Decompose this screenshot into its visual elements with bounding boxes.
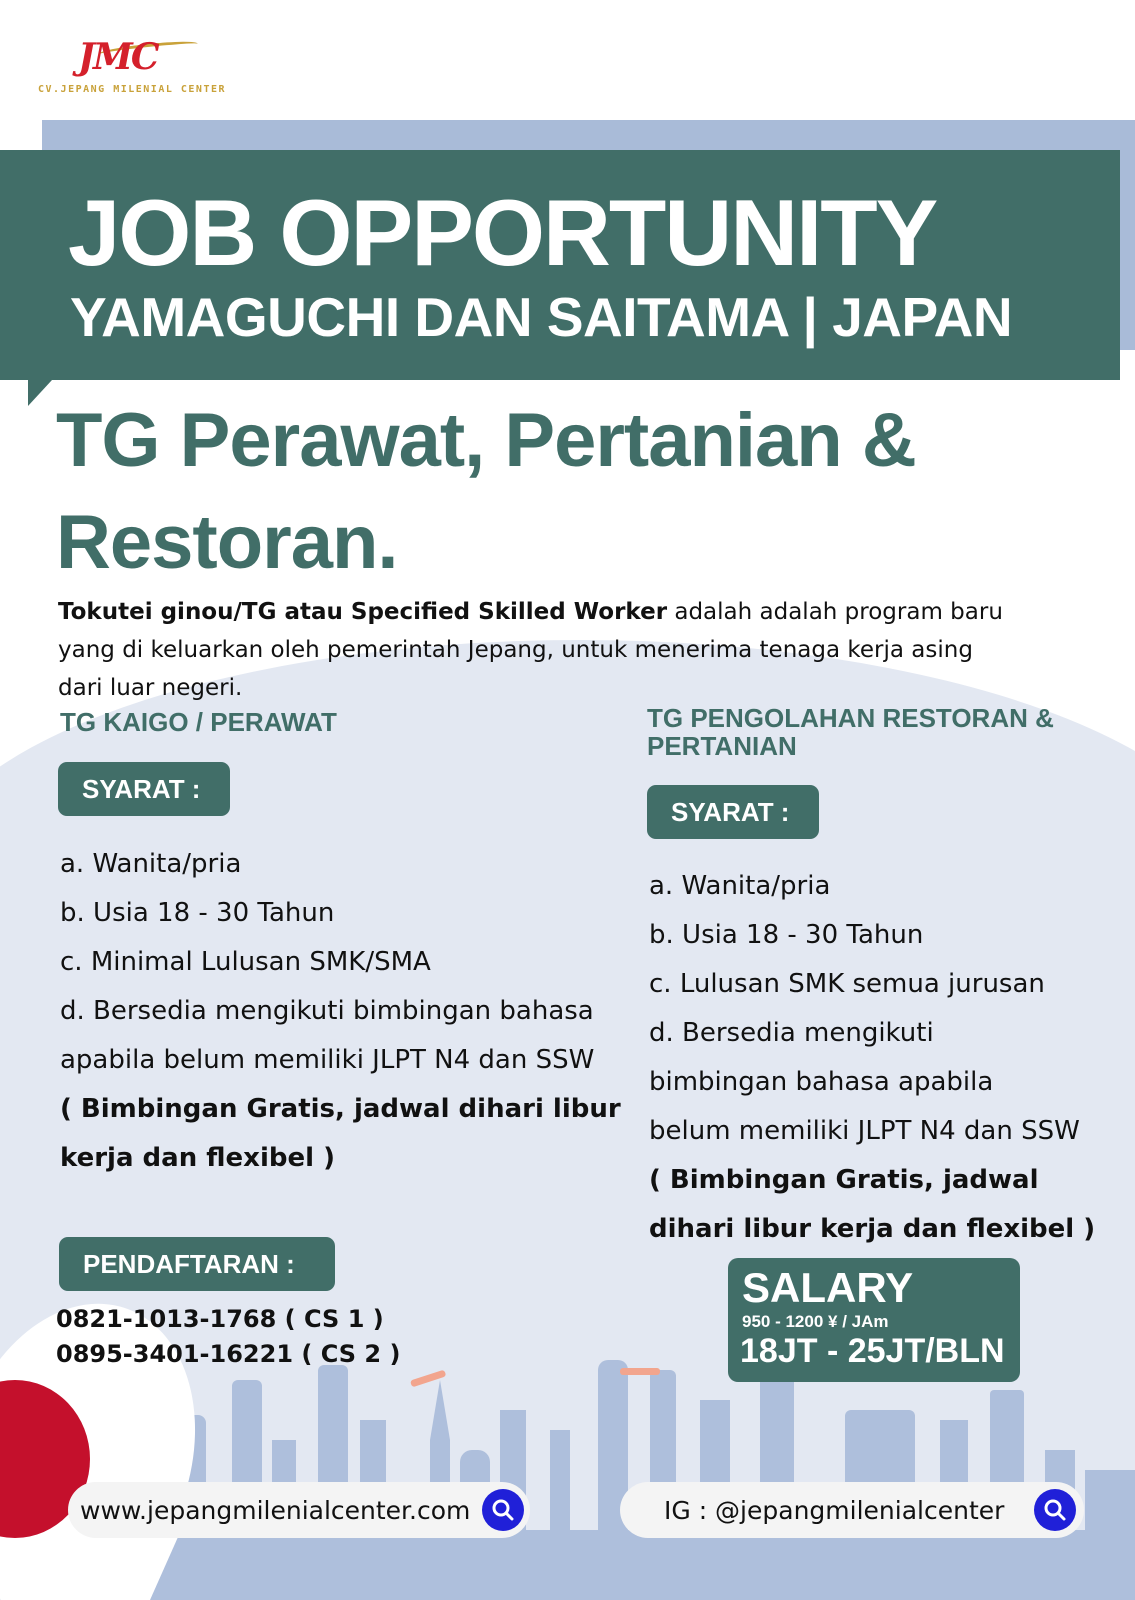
intro-text: adalah adalah program baru yang di keluarkan oleh pemerintah Jepang, untuk menerima tenaga kerja asing dari luar negeri. <box>58 599 1003 701</box>
left-requirements-list <box>60 840 594 1085</box>
list-item: a. Wanita/pria <box>649 871 831 901</box>
right-requirements-label: SYARAT : <box>647 785 819 839</box>
list-item: belum memiliki JLPT N4 dan SSW <box>649 1116 1080 1146</box>
phone-cs1[interactable]: 0821-1013-1768 ( CS 1 ) <box>56 1305 384 1333</box>
left-requirements-label: SYARAT : <box>58 762 230 816</box>
registration-label: PENDAFTARAN : <box>59 1237 335 1291</box>
website-pill[interactable] <box>68 1482 530 1538</box>
search-icon[interactable] <box>1034 1489 1076 1531</box>
left-note <box>60 1085 621 1183</box>
headline: JOB OPPORTUNITY <box>68 180 937 285</box>
role-title: TG Perawat, Pertanian & Restoran. <box>56 398 916 585</box>
subheadline: YAMAGUCHI DAN SAITAMA | JAPAN <box>70 286 1013 348</box>
instagram-pill[interactable] <box>620 1482 1084 1538</box>
intro-bold: Tokutei ginou/TG atau Specified Skilled Worker <box>58 599 668 625</box>
right-requirements-list <box>649 862 1080 1156</box>
list-item: d. Bersedia mengikuti <box>649 1018 934 1048</box>
phone-cs2[interactable]: 0895-3401-16221 ( CS 2 ) <box>56 1340 401 1368</box>
intro-paragraph <box>58 593 1018 707</box>
logo-tagline: CV.JEPANG MILENIAL CENTER <box>38 84 227 95</box>
website-text: www.jepangmilenialcenter.com <box>80 1495 471 1525</box>
salary-rate: 950 - 1200 ¥ / JAm <box>742 1312 889 1331</box>
left-heading: TG KAIGO / PERAWAT <box>60 707 337 737</box>
left-note-line-2: kerja dan flexibel ) <box>60 1143 335 1173</box>
company-logo <box>38 36 228 98</box>
left-note-line-1: ( Bimbingan Gratis, jadwal dihari libur <box>60 1094 621 1124</box>
right-note-line-2: dihari libur kerja dan flexibel ) <box>649 1214 1096 1244</box>
list-item: b. Usia 18 - 30 Tahun <box>649 920 924 950</box>
list-item: c. Lulusan SMK semua jurusan <box>649 969 1045 999</box>
right-heading <box>647 704 1054 760</box>
list-item: c. Minimal Lulusan SMK/SMA <box>60 947 431 977</box>
right-note <box>649 1156 1095 1254</box>
list-item: d. Bersedia mengikuti bimbingan bahasa <box>60 996 594 1026</box>
logo-mark: JMC <box>78 36 158 78</box>
list-item: bimbingan bahasa apabila <box>649 1067 994 1097</box>
salary-label: SALARY <box>742 1264 914 1311</box>
right-note-line-1: ( Bimbingan Gratis, jadwal <box>649 1165 1039 1195</box>
list-item: apabila belum memiliki JLPT N4 dan SSW <box>60 1045 595 1075</box>
banner-tail <box>28 380 52 406</box>
salary-amount: 18JT - 25JT/BLN <box>740 1332 1005 1370</box>
right-heading-line-2: PERTANIAN <box>647 731 797 761</box>
list-item: b. Usia 18 - 30 Tahun <box>60 898 335 928</box>
list-item: a. Wanita/pria <box>60 849 242 879</box>
right-heading-line-1: TG PENGOLAHAN RESTORAN & <box>647 703 1054 733</box>
phone-numbers <box>56 1302 400 1372</box>
instagram-text: IG : @jepangmilenialcenter <box>664 1495 1005 1525</box>
search-icon[interactable] <box>482 1489 524 1531</box>
salary-box <box>728 1258 1020 1382</box>
